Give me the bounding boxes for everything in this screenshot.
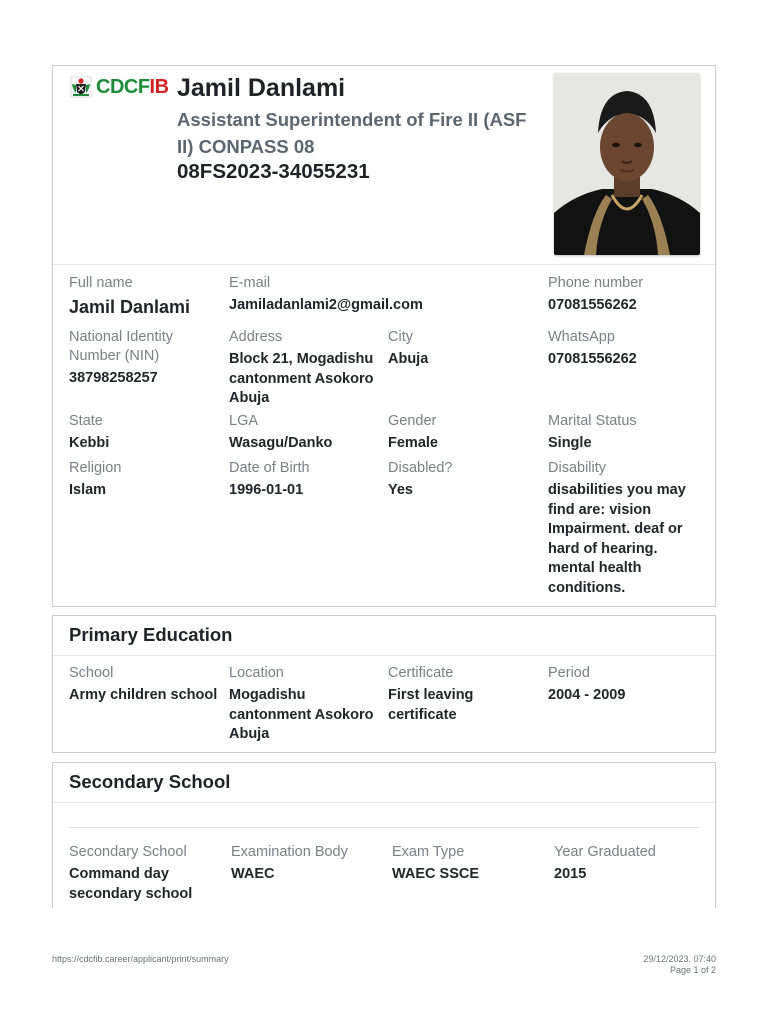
field-address: Address Block 21, Mogadishu cantonment Asokoro Abuja bbox=[229, 329, 374, 406]
applicant-photo bbox=[554, 73, 700, 255]
cdcfib-logo bbox=[70, 76, 169, 98]
section-title-secondary: Secondary School bbox=[69, 771, 231, 792]
footer-datetime: 29/12/2023, 07:40 bbox=[643, 954, 716, 964]
logo-text-green: CDCF bbox=[96, 76, 150, 98]
field-lga: LGA Wasagu/Danko bbox=[229, 413, 333, 451]
field-primary-location: Location Mogadishu cantonment Asokoro Abuja bbox=[229, 665, 374, 742]
field-disabled: Disabled? Yes bbox=[388, 460, 453, 498]
primary-education-card bbox=[52, 615, 716, 753]
footer-url: https://cdcfib.career/applicant/print/summary bbox=[52, 954, 229, 964]
footer-page-number: Page 1 of 2 bbox=[669, 964, 716, 975]
field-religion: Religion Islam bbox=[69, 460, 122, 498]
coat-of-arms-icon bbox=[70, 76, 92, 98]
field-state: State Kebbi bbox=[69, 413, 110, 451]
applicant-rank: Assistant Superintendent of Fire II (ASF II) CONPASS 08 bbox=[177, 109, 527, 157]
secondary-school-card bbox=[52, 762, 716, 908]
divider bbox=[69, 827, 699, 828]
field-whatsapp: WhatsApp 07081556262 bbox=[548, 329, 637, 367]
field-year-graduated: Year Graduated 2015 bbox=[554, 844, 656, 882]
field-full-name: Full name Jamil Danlami bbox=[69, 275, 191, 317]
profile-card bbox=[52, 65, 716, 607]
logo-text-red: IB bbox=[149, 76, 169, 98]
field-primary-period: Period 2004 - 2009 bbox=[548, 665, 626, 703]
field-nin: National Identity Number (NIN) 38798258257 bbox=[69, 329, 173, 386]
field-marital-status: Marital Status Single bbox=[548, 413, 637, 451]
field-phone: Phone number 07081556262 bbox=[548, 275, 644, 313]
application-id: 08FS2023-34055231 bbox=[177, 160, 370, 183]
field-gender: Gender Female bbox=[388, 413, 438, 451]
field-primary-certificate: Certificate First leaving certificate bbox=[388, 665, 474, 723]
field-exam-body: Examination Body WAEC bbox=[231, 844, 348, 882]
section-title-primary: Primary Education bbox=[69, 624, 233, 645]
field-city: City Abuja bbox=[388, 329, 429, 367]
field-primary-school: School Army children school bbox=[69, 665, 218, 703]
field-dob: Date of Birth 1996-01-01 bbox=[229, 460, 310, 498]
field-email: E-mail Jamiladanlami2@gmail.com bbox=[229, 275, 423, 313]
footer-meta bbox=[643, 954, 716, 975]
field-secondary-school: Secondary School Command day secondary school bbox=[69, 844, 193, 902]
applicant-name: Jamil Danlami bbox=[177, 74, 346, 102]
field-exam-type: Exam Type WAEC SSCE bbox=[392, 844, 480, 882]
profile-header bbox=[53, 66, 715, 265]
field-disability: Disability disabilities you may find are: vision Impairment. deaf or hard of hearing. mental health conditions. bbox=[548, 460, 686, 596]
